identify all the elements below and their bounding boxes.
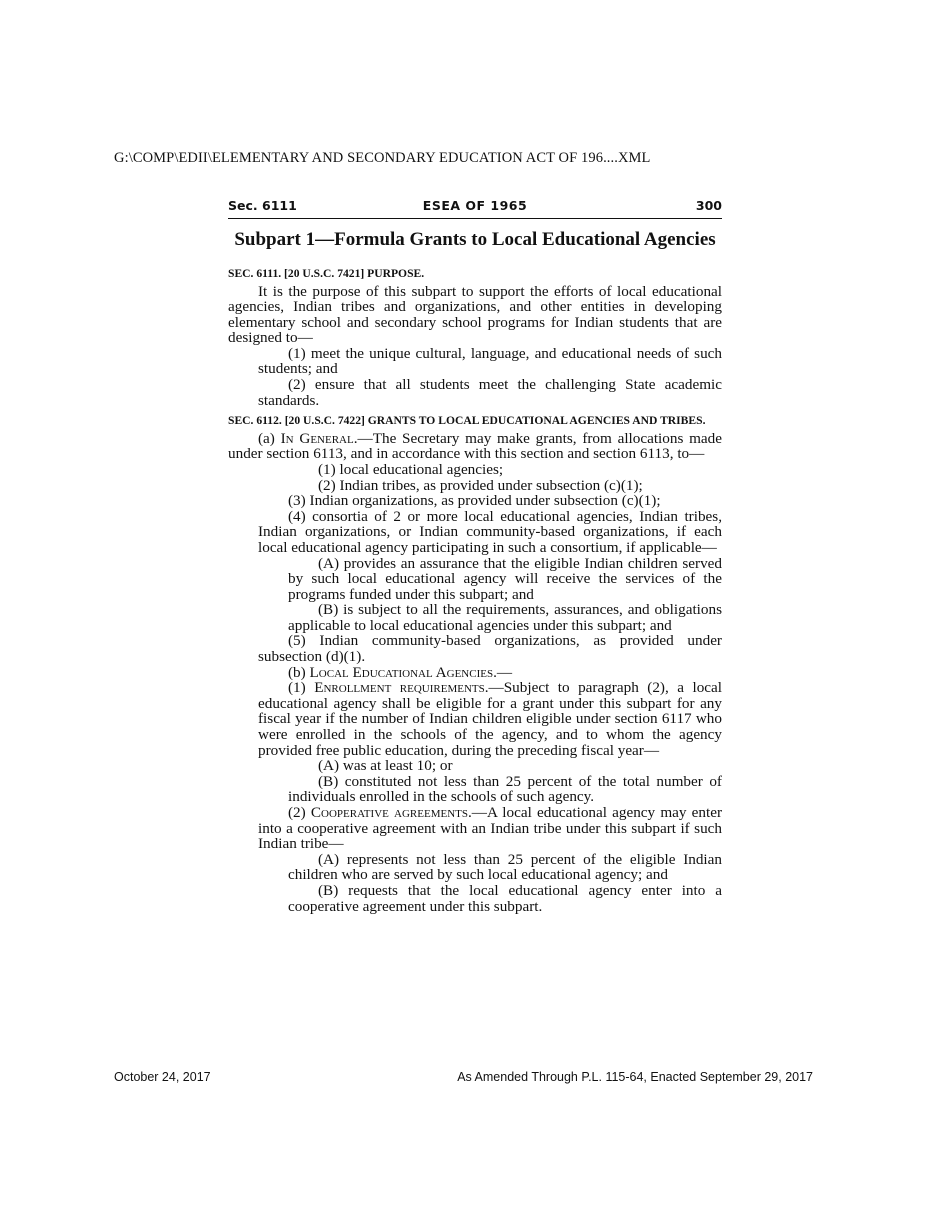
sec-6111-item-2: (2) ensure that all students meet the challenging State academic standards.: [258, 376, 722, 409]
running-head-title: ESEA OF 1965: [422, 198, 528, 213]
sec-6112-a-2: (2) Indian tribes, as provided under subsection (c)(1);: [318, 476, 643, 494]
caption-in-general: In General.: [280, 429, 358, 447]
footer-amended: As Amended Through P.L. 115-64, Enacted September 29, 2017: [457, 1070, 813, 1084]
sec-6112-heading: SEC. 6112. [20 U.S.C. 7422] GRANTS TO LOCAL EDUCATIONAL AGENCIES AND TRIBES.: [228, 414, 706, 428]
sec-6112-a-3: (3) Indian organizations, as provided under subsection (c)(1);: [288, 492, 661, 510]
sec-6111-item-1: (1) meet the unique cultural, language, and educational needs of such students; and: [258, 344, 722, 378]
file-path: G:\COMP\EDII\ELEMENTARY AND SECONDARY EDUCATION ACT OF 196....XML: [114, 150, 651, 166]
footer-date: October 24, 2017: [114, 1070, 211, 1084]
subpart-title: Subpart 1—Formula Grants to Local Educational Agencies: [234, 229, 716, 250]
sec-6111-heading: SEC. 6111. [20 U.S.C. 7421] PURPOSE.: [228, 267, 425, 280]
sec-6112-a-4: (4) consortia of 2 or more local educational agencies, Indian tribes, Indian organizations, or Indian community-based organizations, if each local educational agency participating in such a consortium, if applicable—: [258, 507, 722, 556]
sec-6112-b-1-A: (A) was at least 10; or: [318, 757, 453, 775]
caption-cooperative-agreements: Cooperative agreements.: [310, 804, 472, 821]
document-body: [228, 230, 722, 914]
sec-6112-b-2-A: (A) represents not less than 25 percent of the eligible Indian children who are served by such local educational agency; and: [288, 850, 722, 884]
sec-6112-b-1-B: (B) constituted not less than 25 percent of the total number of individuals enrolled in the schools of such agency.: [288, 772, 722, 806]
sec-6112-a: (a) In General.—The Secretary may make grants, from allocations made under section 6113, and in accordance with this section and section 6113, to—: [228, 429, 723, 463]
sec-6112-b-1: (1) Enrollment requirements.—Subject to paragraph (2), a local educational agency shall be eligible for a grant under this subpart for any fiscal year if the number of Indian children eligible under section 6117 who were enrolled in the schools of the agency, and to whom the agency provided free public education, during the preceding fiscal year—: [258, 679, 722, 759]
sec-6112-b: (b) Local Educational Agencies.—: [288, 663, 513, 681]
sec-6112-b-2-B: (B) requests that the local educational agency enter into a cooperative agreement under this subpart.: [288, 881, 722, 915]
sec-6112-a-4-B: (B) is subject to all the requirements, assurances, and obligations applicable to local educational agencies under this subpart; and: [288, 601, 722, 634]
page-number: 300: [695, 198, 722, 213]
sec-6112-b-2: (2) Cooperative agreements.—A local educational agency may enter into a cooperative agreement with an Indian tribe under this subpart if such Indian tribe—: [258, 804, 722, 853]
sec-6112-a-1: (1) local educational agencies;: [318, 460, 504, 478]
sec-6111-intro: It is the purpose of this subpart to support the efforts of local educational agencies, Indian tribes and organizations, and other entities in developing elementary school and secondary school programs for Indian students that are designed to—: [228, 282, 722, 347]
running-head-section: Sec. 6111: [228, 198, 297, 213]
sec-6112-a-5: (5) Indian community-based organizations, as provided under subsection (d)(1).: [258, 632, 722, 666]
running-head: [228, 198, 722, 219]
sec-6112-a-4-A: (A) provides an assurance that the eligible Indian children served by such local educational agency will receive the services of the programs funded under this subpart; and: [288, 554, 722, 603]
caption-enrollment-requirements: Enrollment requirements.: [314, 679, 489, 697]
caption-local-educational-agencies: Local Educational Agencies.: [309, 663, 497, 681]
